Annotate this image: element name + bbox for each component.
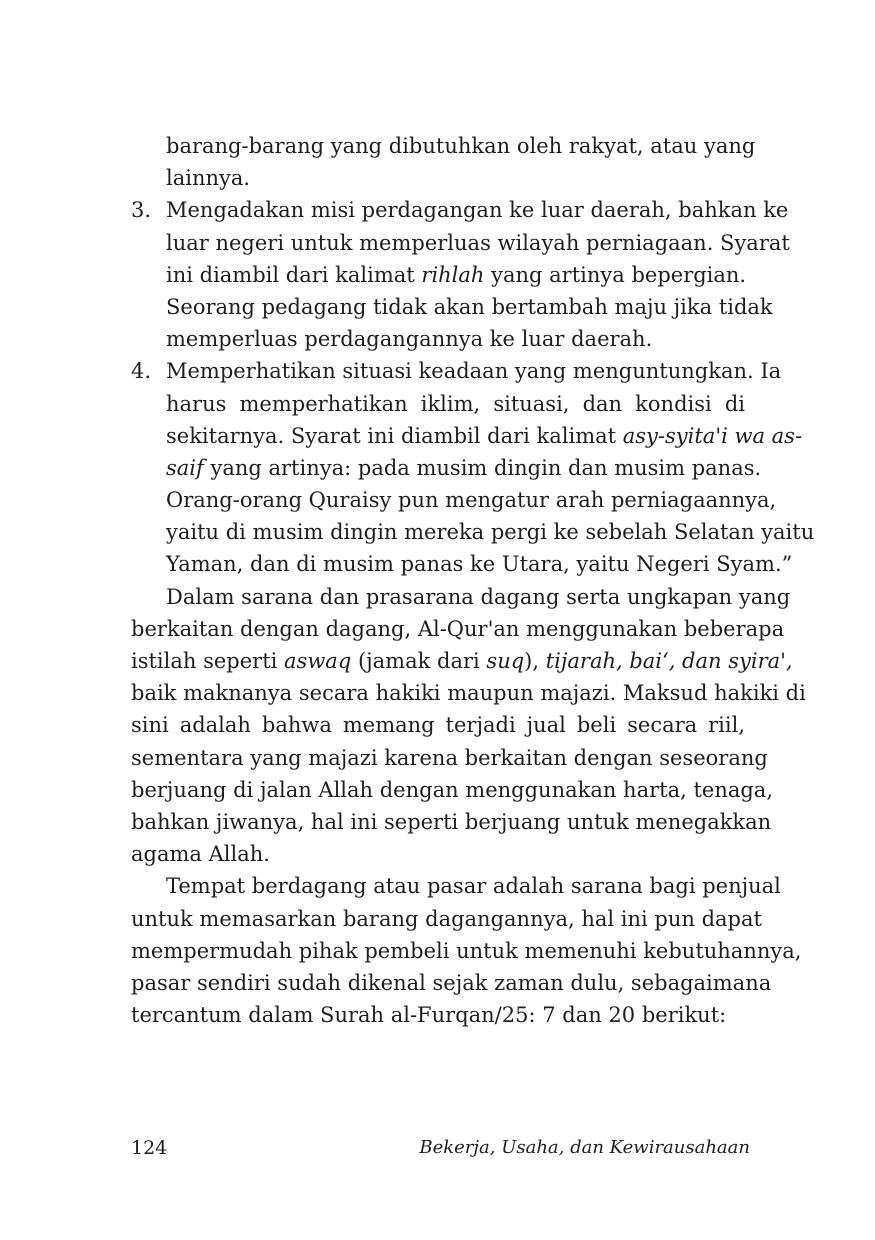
body-text bbox=[131, 130, 815, 1031]
running-title: Bekerja, Usaha, dan Kewirausahaan bbox=[419, 1137, 750, 1158]
text-line: luar negeri untuk memperluas wilayah perniagaan. Syarat bbox=[166, 230, 790, 255]
page-footer bbox=[131, 1137, 750, 1165]
text-line: sini adalah bahwa memang terjadi jual beli secara riil, bbox=[131, 713, 745, 738]
text-line: yaitu di musim dingin mereka pergi ke sebelah Selatan yaitu bbox=[166, 520, 815, 545]
text-run: (jamak dari bbox=[351, 649, 487, 673]
text-line: memperluas perdagangannya ke luar daerah. bbox=[166, 327, 653, 352]
italic-term: asy-syita'i wa as- bbox=[622, 423, 803, 448]
text-run: sekitarnya. Syarat ini diambil dari kalimat bbox=[166, 423, 623, 448]
text-run: istilah seperti bbox=[131, 649, 285, 673]
text-line bbox=[131, 259, 745, 291]
text-run: yang artinya: pada musim dingin dan musim panas. bbox=[203, 455, 762, 480]
text-run: ini diambil dari kalimat bbox=[166, 262, 422, 287]
text-line: berjuang di jalan Allah dengan menggunakan harta, tenaga, bbox=[131, 777, 773, 802]
list-item-3-line bbox=[131, 194, 789, 226]
text-line: baik maknanya secara hakiki maupun majazi. Maksud hakiki di bbox=[131, 681, 806, 706]
text-run: Mengadakan misi perdagangan ke luar daerah, bahkan ke bbox=[166, 198, 789, 223]
text-line: agama Allah. bbox=[131, 842, 270, 867]
text-line: Orang-orang Quraisy pun mengatur arah perniagaannya, bbox=[166, 488, 777, 513]
text-line: untuk memasarkan barang dagangannya, hal ini pun dapat bbox=[131, 906, 762, 931]
list-number: 3. bbox=[131, 198, 152, 223]
italic-term: saif bbox=[166, 455, 204, 480]
list-item-4-line bbox=[131, 355, 782, 387]
italic-term: rihlah bbox=[421, 262, 485, 287]
list-number: 4. bbox=[131, 359, 152, 384]
text-line bbox=[131, 420, 803, 452]
text-line: mempermudah pihak pembeli untuk memenuhi kebutuhannya, bbox=[131, 938, 802, 963]
text-line: lainnya. bbox=[166, 166, 251, 191]
paragraph-first-line: Dalam sarana dan prasarana dagang serta ungkapan yang bbox=[166, 584, 791, 609]
italic-term: suq bbox=[486, 649, 525, 673]
text-line: barang-barang yang dibutuhkan oleh rakyat, atau yang bbox=[166, 134, 756, 158]
text-line bbox=[131, 452, 762, 484]
text-run: Memperhatikan situasi keadaan yang menguntungkan. Ia bbox=[166, 359, 782, 384]
paragraph-first-line: Tempat berdagang atau pasar adalah sarana bagi penjual bbox=[166, 874, 781, 899]
text-line: Seorang pedagang tidak akan bertambah maju jika tidak bbox=[166, 294, 773, 319]
text-line: pasar sendiri sudah dikenal sejak zaman dulu, sebagaimana bbox=[131, 970, 772, 995]
text-line: harus memperhatikan iklim, situasi, dan kondisi di bbox=[166, 391, 745, 416]
text-line: Yaman, dan di musim panas ke Utara, yaitu Negeri Syam.” bbox=[166, 552, 793, 577]
text-line: tercantum dalam Surah al-Furqan/25: 7 dan 20 berikut: bbox=[131, 1003, 727, 1028]
text-run: ), bbox=[524, 649, 546, 673]
text-line: sementara yang majazi karena berkaitan dengan seseorang bbox=[131, 745, 768, 770]
text-run: yang artinya bepergian. bbox=[484, 262, 747, 287]
page-number: 124 bbox=[131, 1137, 168, 1159]
text-line bbox=[131, 645, 793, 677]
italic-term: aswaq bbox=[284, 649, 352, 673]
text-line: berkaitan dengan dagang, Al-Qur'an menggunakan beberapa bbox=[131, 616, 785, 641]
text-line: bahkan jiwanya, hal ini seperti berjuang untuk menegakkan bbox=[131, 809, 772, 834]
italic-term: tijarah, bai‘, dan syira', bbox=[545, 649, 793, 673]
